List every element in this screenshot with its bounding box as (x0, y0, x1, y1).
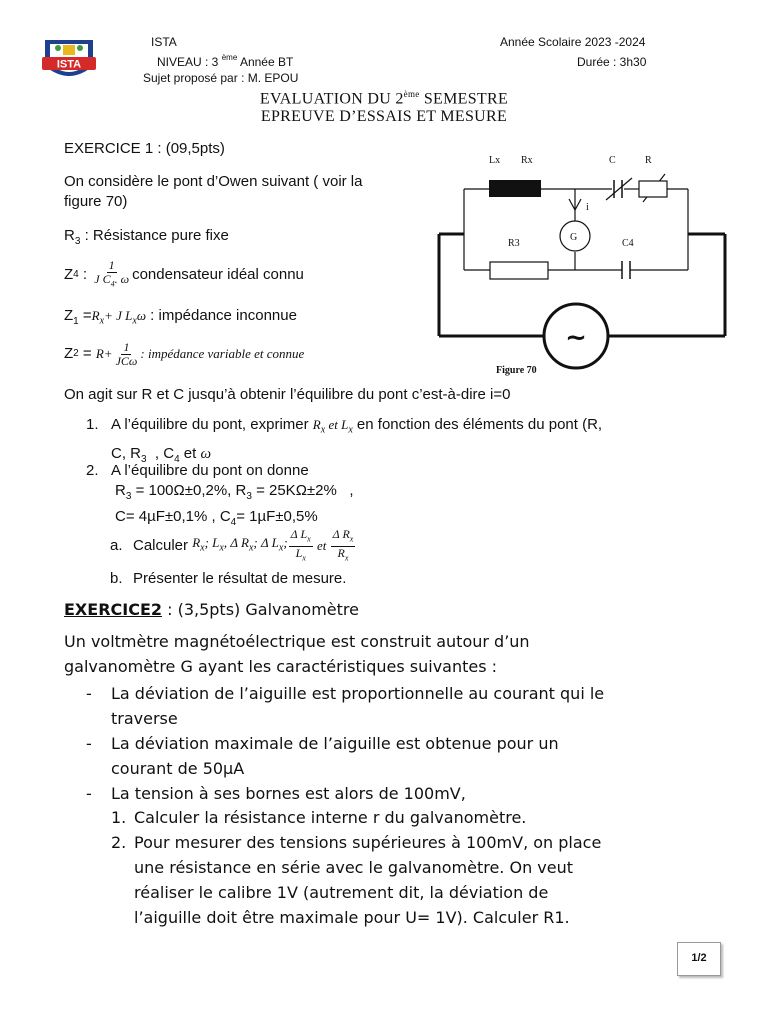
qa-frac-1 (289, 528, 313, 564)
qa-frac-2 (331, 528, 356, 564)
question-2a (110, 528, 356, 564)
owen-bridge-figure (436, 148, 732, 378)
z4-frac-den (92, 273, 131, 290)
label-lx: Lx (489, 155, 501, 166)
z4-frac-num: 1 (108, 258, 115, 273)
qa-f1-den-sub: x (302, 552, 306, 562)
ex2-bullet-1 (0, 681, 768, 731)
z2-r: R+ (95, 346, 113, 361)
label-g: G (570, 232, 578, 243)
ex2-numbered-1 (0, 805, 768, 830)
q1-math-r: R (312, 417, 321, 432)
qb-label: b. (110, 570, 123, 587)
z1-sub: 1 (73, 316, 79, 327)
qa-math-r-sub: x (200, 542, 205, 554)
question-2 (64, 461, 704, 533)
z1-math-l: + J L (104, 308, 133, 323)
qa-math-r: R (192, 535, 201, 551)
q1-c-b: , C (146, 444, 175, 462)
q2-given-1 (115, 481, 704, 507)
qa-math-dl-sub: x (278, 542, 284, 554)
z2-definition (64, 336, 304, 372)
bullet-dash: - (86, 784, 92, 803)
q1-math-l-sub: x (348, 424, 353, 436)
label-rx: Rx (521, 155, 533, 166)
n2-line1: Pour mesurer des tensions supérieures à 100mV, on place (134, 833, 602, 852)
qa-frac1-den (294, 547, 308, 564)
bullet-dash: - (86, 684, 92, 703)
z4-den-main: J C (94, 272, 111, 287)
level-label: NIVEAU : 3 (157, 55, 219, 69)
label-c: C (609, 155, 616, 166)
ex2-intro-line1: Un voltmètre magnétoélectrique est construit autour d’un (64, 632, 530, 651)
qa-f2-den-sub: x (344, 552, 349, 562)
qa-f2-num-sub: x (349, 534, 354, 544)
q2-l1-sub: 3 (125, 491, 132, 502)
label-c4: C4 (622, 238, 634, 249)
ac-source-symbol: ~ (565, 323, 587, 353)
ex2-heading-tail: : (3,5pts) Galvanomètre (162, 600, 359, 619)
ex2-bullet-3 (0, 781, 768, 806)
ex1-intro-line1: On considère le pont d’Owen suivant ( voir la (64, 173, 363, 190)
question-2b (110, 569, 346, 589)
qa-math-dl: ; Δ L (253, 535, 279, 551)
q2-l1-sub2: 3 (246, 491, 252, 502)
z4-fraction (92, 259, 131, 290)
qa-text: Calculer (133, 537, 193, 554)
z4-colon: : (78, 266, 92, 283)
label-r3: R3 (508, 238, 520, 249)
b2-line2: courant de 50µA (111, 759, 245, 778)
r3-text: : Résistance pure fixe (80, 227, 229, 244)
qb-text: Présenter le résultat de mesure. (133, 570, 347, 587)
z1-definition (64, 306, 297, 332)
b3-line: La tension à ses bornes est alors de 100mV, (111, 784, 466, 803)
qa-frac2-num (331, 528, 356, 546)
z4-den-sub: 4 (110, 279, 115, 289)
z2-frac-num: 1 (123, 339, 130, 354)
qa-frac2-den (336, 547, 351, 564)
z1-eq: = (78, 307, 92, 324)
qa-f2-den: R (337, 545, 345, 560)
exam-subtitle: EPREUVE D’ESSAIS ET MESURE (260, 108, 508, 125)
z1-math-r: R (91, 308, 100, 323)
qa-math-l-sub: x (219, 542, 224, 554)
label-i: i (586, 202, 589, 213)
exam-title (0, 89, 768, 108)
n2-line4: l’aiguille doit être maximale pour U= 1V). Calculer R1. (134, 908, 570, 927)
ex2-intro (64, 629, 530, 679)
q2-l1-b: = 100Ω±0,2%, R (131, 482, 247, 499)
author: Sujet proposé par : M. EPOU (143, 71, 299, 85)
title-sup: ème (403, 89, 420, 99)
qa-math-dr: , Δ R (223, 535, 249, 551)
z2-fraction (114, 341, 140, 368)
ex2-heading-label: EXERCICE2 (64, 600, 163, 619)
z2-text: : impédance variable et connue (140, 346, 305, 361)
page-number: 1/2 (677, 942, 721, 976)
ex2-intro-line2: galvanomètre G ayant les caractéristiques suivantes : (64, 657, 498, 676)
qa-math (192, 533, 287, 559)
z1-text: : impédance inconnue (146, 307, 297, 324)
q1-math-r-sub: x (320, 424, 326, 436)
school-year: Année Scolaire 2023 -2024 (500, 35, 646, 49)
z1-math-l-sub: x (132, 315, 137, 327)
z2-eq: = (78, 345, 96, 362)
svg-text:ISTA: ISTA (56, 58, 82, 71)
r3-definition (64, 226, 229, 252)
q1-text-a: A l’équilibre du pont, exprimer (111, 416, 313, 433)
q2-text: A l’équilibre du pont on donne (111, 462, 309, 479)
q2-l1-a: R (115, 482, 126, 499)
figure-caption: Figure 70 (496, 365, 537, 376)
title-line1-tail: SEMESTRE (419, 90, 509, 108)
q2-l2-sub: 4 (230, 517, 237, 528)
z4-text: condensateur idéal connu (132, 266, 304, 283)
z1-math-r-sub: x (99, 315, 105, 327)
qa-et: et (313, 538, 330, 553)
q2-l1-c: = 25KΩ±2% , (251, 482, 354, 499)
z2-symbol: Z (64, 345, 74, 362)
z4-definition (64, 257, 304, 293)
n1-number: 1. (111, 808, 127, 827)
qa-f1-num-sub: x (307, 534, 311, 544)
label-r: R (645, 155, 652, 166)
q1-number: 1. (86, 416, 99, 433)
qa-math-semicolon: ; (283, 535, 288, 551)
b2-line1: La déviation maximale de l’aiguille est obtenue pour un (111, 734, 559, 753)
q1-text-b: en fonction des éléments du pont (R, (352, 416, 603, 433)
q1-c-a: C, R (111, 444, 141, 462)
qa-label: a. (110, 537, 123, 554)
qa-frac1-num (289, 528, 313, 546)
ex1-intro-line2: figure 70) (64, 193, 128, 210)
qa-math-dr-sub: x (248, 542, 254, 554)
n2-line3: réaliser le calibre 1V (autrement dit, la déviation de (134, 883, 549, 902)
school-name: ISTA (151, 35, 177, 49)
balance-statement: On agit sur R et C jusqu’à obtenir l’équilibre du pont c’est-à-dire i=0 (64, 386, 511, 403)
b1-line1: La déviation de l’aiguille est proportionnelle au courant qui le (111, 684, 605, 703)
z1-symbol: Z (64, 307, 74, 324)
qa-f2-num: Δ R (332, 527, 350, 542)
n2-line2: une résistance en série avec le galvanomètre. On veut (134, 858, 574, 877)
ex2-heading (64, 597, 359, 622)
ex2-numbered-2 (0, 830, 768, 930)
z1-math (91, 308, 146, 327)
q1-c-sub2: 4 (174, 453, 180, 465)
z2-sub: 2 (73, 348, 79, 359)
n2-number: 2. (111, 833, 127, 852)
q1-math-et: et (325, 417, 342, 432)
r3-symbol: R (64, 227, 75, 244)
z4-den-tail: . ω (114, 272, 130, 287)
q2-l2-b: = 1µF±0,5% (236, 508, 318, 525)
qa-f1-num: Δ L (290, 527, 308, 542)
qa-math-l: ; L (204, 535, 220, 551)
title-line1: EVALUATION DU 2 (259, 90, 404, 108)
q1-c-c: et (179, 444, 201, 462)
q2-l2-a: C= 4µF±0,1% , C (115, 508, 231, 525)
qa-f1-den: L (295, 545, 303, 560)
level-tail: Année BT (239, 55, 294, 69)
q1-c-sub: 3 (141, 453, 147, 465)
level-sup: ème (221, 53, 238, 62)
ex2-bullet-2 (0, 731, 768, 781)
level (157, 53, 293, 69)
r3-sub: 3 (74, 236, 81, 247)
b1-line2: traverse (111, 709, 178, 728)
q1-c-omega: ω (200, 445, 212, 462)
z4-sub: 4 (73, 269, 79, 280)
school-logo (40, 36, 98, 84)
bullet-dash: - (86, 734, 92, 753)
ex1-intro (64, 172, 362, 212)
n1-text: Calculer la résistance interne r du galvanomètre. (134, 808, 527, 827)
z1-math-omega: ω (136, 308, 146, 323)
q1-math (312, 417, 353, 436)
q1-math-l: L (341, 417, 349, 432)
duration: Durée : 3h30 (577, 55, 647, 69)
z4-symbol: Z (64, 266, 74, 283)
z2-frac-den: JCω (115, 353, 138, 368)
ex1-heading: EXERCICE 1 : (09,5pts) (64, 140, 225, 157)
q2-number: 2. (86, 462, 99, 479)
